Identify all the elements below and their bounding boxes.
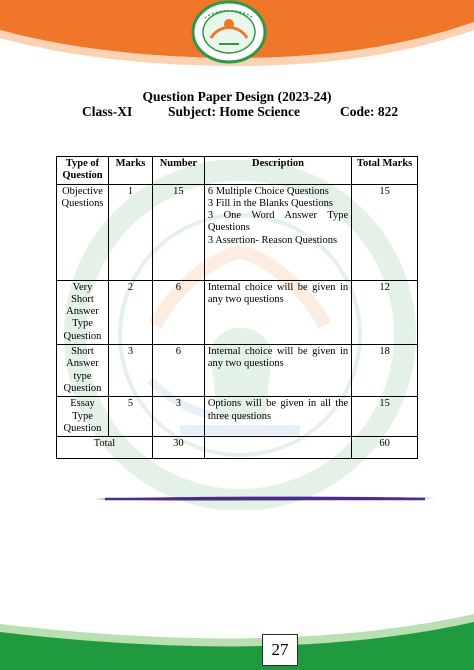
row-number: 6 <box>152 345 204 397</box>
header-number: Number <box>152 157 204 185</box>
description-line: 3 Assertion- Reason Questions <box>207 234 338 246</box>
bottom-green-band <box>0 600 474 670</box>
row-description: Internal choice will be given in any two questions <box>204 280 351 344</box>
subject-label: Subject: Home Science <box>168 104 300 119</box>
row-marks: 2 <box>108 280 152 344</box>
question-design-table <box>56 156 418 459</box>
class-label: Class-XI <box>82 104 133 119</box>
table-row <box>57 280 418 344</box>
page-title: Question Paper Design (2023-24) <box>142 89 332 104</box>
row-total: 15 <box>352 184 418 280</box>
header-description: Description <box>204 157 351 185</box>
header-marks: Marks <box>108 157 152 185</box>
table-row <box>57 184 418 280</box>
row-description: Internal choice will be given in any two questions <box>204 345 351 397</box>
row-type: Short Answer type Question <box>57 345 109 397</box>
table-header-row <box>57 157 418 185</box>
row-total: 15 <box>352 397 418 437</box>
row-type: Essay Type Question <box>57 397 109 437</box>
table-total-row <box>57 437 418 459</box>
page-number: 27 <box>262 634 298 666</box>
purple-divider <box>95 494 435 504</box>
total-marks-value: 60 <box>352 437 418 459</box>
board-logo <box>189 0 269 64</box>
description-line: 3 One Word Answer Type Questions <box>207 210 349 234</box>
code-label: Code: 822 <box>340 104 399 119</box>
header-type: Type of Question <box>57 157 109 185</box>
row-description: Options will be given in all the three questions <box>204 397 351 437</box>
total-number: 30 <box>152 437 204 459</box>
row-marks: 3 <box>108 345 152 397</box>
row-number: 3 <box>152 397 204 437</box>
total-description-empty <box>204 437 351 459</box>
row-marks: 1 <box>108 184 152 280</box>
row-number: 6 <box>152 280 204 344</box>
table-row <box>57 397 418 437</box>
table-row <box>57 345 418 397</box>
description-line: 3 Fill in the Blanks Questions <box>207 197 333 209</box>
row-description <box>204 184 351 280</box>
row-total: 12 <box>352 280 418 344</box>
header-total-marks: Total Marks <box>352 157 418 185</box>
row-type: Very Short Answer Type Question <box>57 280 109 344</box>
total-label: Total <box>57 437 153 459</box>
row-total: 18 <box>352 345 418 397</box>
row-number: 15 <box>152 184 204 280</box>
row-type: Objective Questions <box>57 184 109 280</box>
description-line: 6 Multiple Choice Questions <box>207 185 329 197</box>
row-marks: 5 <box>108 397 152 437</box>
